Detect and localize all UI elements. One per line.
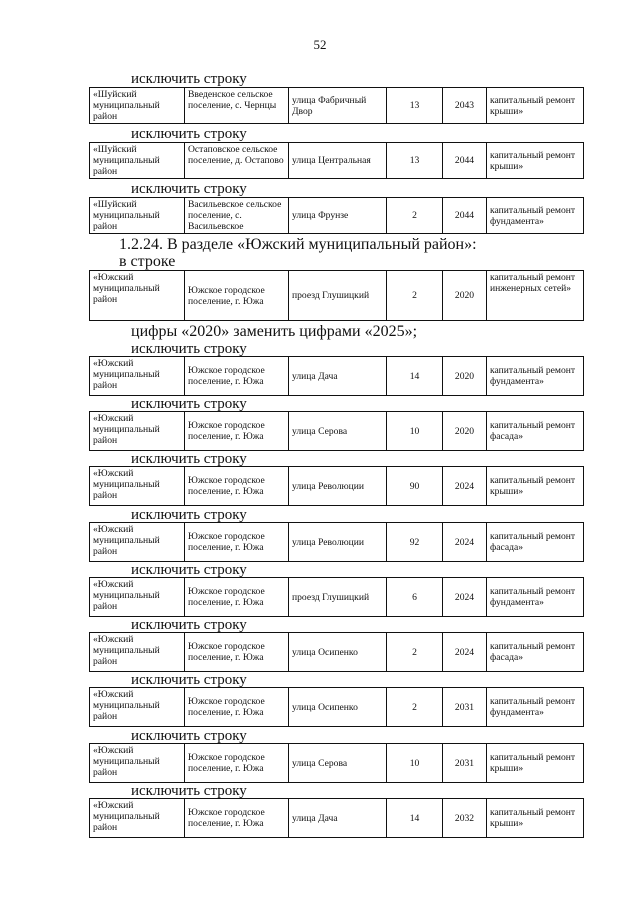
in-row-label: в строке — [119, 253, 176, 270]
exclude-row-label: исключить строку — [131, 672, 247, 688]
district-cell: «Южский муниципальный район — [90, 271, 185, 320]
house-cell: 6 — [387, 578, 443, 616]
page-number: 52 — [313, 37, 327, 52]
replace-instruction: цифры «2020» заменить цифрами «2025»; — [131, 323, 418, 340]
house-cell: 90 — [387, 467, 443, 505]
settlement-cell: Южское городское поселение, г. Южа — [185, 357, 289, 395]
settlement-cell: Южское городское поселение, г. Южа — [185, 799, 289, 837]
table-row — [89, 687, 584, 727]
house-cell: 14 — [387, 799, 443, 837]
section-heading: 1.2.24. В разделе «Южский муниципальный район»: — [119, 236, 477, 253]
work-cell: капитальный ремонт инженерных сетей» — [490, 272, 576, 294]
work-cell: капитальный ремонт фасада» — [490, 531, 576, 553]
table-row — [89, 798, 584, 838]
house-cell: 2 — [387, 271, 443, 320]
settlement-cell: Южское городское поселение, г. Южа — [185, 523, 289, 561]
district-cell: «Южский муниципальный район — [90, 523, 185, 561]
table-row — [89, 142, 584, 179]
year-cell: 2031 — [443, 688, 487, 726]
table-row — [89, 522, 584, 562]
work-cell: капитальный ремонт фасада» — [490, 641, 576, 663]
house-cell: 13 — [387, 88, 443, 123]
year-cell: 2024 — [443, 578, 487, 616]
work-cell: капитальный ремонт крыши» — [490, 475, 576, 497]
table-row — [89, 270, 584, 321]
work-cell: капитальный ремонт фундамента» — [490, 204, 576, 227]
year-cell: 2024 — [443, 523, 487, 561]
work-cell: капитальный ремонт фундамента» — [490, 696, 576, 718]
settlement-cell: Южское городское поселение, г. Южа — [185, 633, 289, 671]
district-cell: «Южский муниципальный район — [90, 688, 185, 726]
settlement-cell: Введенское сельское поселение, с. Чернцы — [185, 88, 289, 123]
settlement-cell: Южское городское поселение, г. Южа — [185, 578, 289, 616]
work-cell: капитальный ремонт крыши» — [490, 807, 576, 829]
exclude-row-label: исключить строку — [131, 728, 247, 744]
street-cell: улица Фрунзе — [289, 198, 387, 233]
exclude-row-label: исключить строку — [131, 341, 247, 357]
street-cell: улица Центральная — [289, 143, 387, 178]
street-cell: улица Осипенко — [289, 688, 387, 726]
settlement-cell: Южское городское поселение, г. Южа — [185, 412, 289, 450]
year-cell: 2044 — [443, 143, 487, 178]
exclude-row-label: исключить строку — [131, 181, 247, 197]
street-cell: улица Серова — [289, 744, 387, 782]
work-cell: капитальный ремонт фундамента» — [490, 586, 576, 608]
table-row — [89, 466, 584, 506]
district-cell: «Южский муниципальный район — [90, 467, 185, 505]
house-cell: 2 — [387, 633, 443, 671]
exclude-row-label: исключить строку — [131, 783, 247, 799]
street-cell: улица Осипенко — [289, 633, 387, 671]
table-row — [89, 87, 584, 124]
house-cell: 2 — [387, 688, 443, 726]
work-cell: капитальный ремонт фасада» — [490, 420, 576, 442]
street-cell: улица Дача — [289, 357, 387, 395]
table-row — [89, 577, 584, 617]
house-cell: 10 — [387, 412, 443, 450]
exclude-row-label: исключить строку — [131, 71, 247, 87]
table-row — [89, 356, 584, 396]
district-cell: «Южский муниципальный район — [90, 357, 185, 395]
year-cell: 2031 — [443, 744, 487, 782]
street-cell: улица Революции — [289, 523, 387, 561]
street-cell: улица Революции — [289, 467, 387, 505]
street-cell: проезд Глушицкий — [289, 271, 387, 320]
district-cell: «Южский муниципальный район — [90, 412, 185, 450]
year-cell: 2024 — [443, 633, 487, 671]
district-cell: «Южский муниципальный район — [90, 578, 185, 616]
settlement-cell: Остаповское сельское поселение, д. Остапово — [185, 143, 289, 178]
exclude-row-label: исключить строку — [131, 617, 247, 633]
work-cell: капитальный ремонт крыши» — [490, 149, 576, 172]
house-cell: 13 — [387, 143, 443, 178]
table-row — [89, 197, 584, 234]
year-cell: 2044 — [443, 198, 487, 233]
street-cell: улица Дача — [289, 799, 387, 837]
house-cell: 10 — [387, 744, 443, 782]
exclude-row-label: исключить строку — [131, 126, 247, 142]
work-cell: капитальный ремонт крыши» — [490, 94, 576, 117]
settlement-cell: Южское городское поселение, г. Южа — [185, 744, 289, 782]
house-cell: 2 — [387, 198, 443, 233]
settlement-cell: Южское городское поселение, г. Южа — [185, 467, 289, 505]
district-cell: «Шуйский муниципальный район — [90, 143, 185, 178]
house-cell: 14 — [387, 357, 443, 395]
year-cell: 2020 — [443, 412, 487, 450]
street-cell: проезд Глушицкий — [289, 578, 387, 616]
work-cell: капитальный ремонт фундамента» — [490, 365, 576, 387]
year-cell: 2032 — [443, 799, 487, 837]
street-cell: улица Фабричный Двор — [289, 88, 387, 123]
exclude-row-label: исключить строку — [131, 451, 247, 467]
year-cell: 2020 — [443, 357, 487, 395]
district-cell: «Шуйский муниципальный район — [90, 88, 185, 123]
exclude-row-label: исключить строку — [131, 396, 247, 412]
settlement-cell: Васильевское сельское поселение, с. Васильевское — [185, 198, 289, 233]
street-cell: улица Серова — [289, 412, 387, 450]
exclude-row-label: исключить строку — [131, 562, 247, 578]
year-cell: 2024 — [443, 467, 487, 505]
district-cell: «Южский муниципальный район — [90, 799, 185, 837]
district-cell: «Южский муниципальный район — [90, 633, 185, 671]
district-cell: «Шуйский муниципальный район — [90, 198, 185, 233]
table-row — [89, 743, 584, 783]
exclude-row-label: исключить строку — [131, 507, 247, 523]
year-cell: 2020 — [443, 271, 487, 320]
table-row — [89, 632, 584, 672]
settlement-cell: Южское городское поселение, г. Южа — [185, 688, 289, 726]
house-cell: 92 — [387, 523, 443, 561]
work-cell: капитальный ремонт крыши» — [490, 752, 576, 774]
settlement-cell: Южское городское поселение, г. Южа — [185, 271, 289, 320]
district-cell: «Южский муниципальный район — [90, 744, 185, 782]
year-cell: 2043 — [443, 88, 487, 123]
table-row — [89, 411, 584, 451]
